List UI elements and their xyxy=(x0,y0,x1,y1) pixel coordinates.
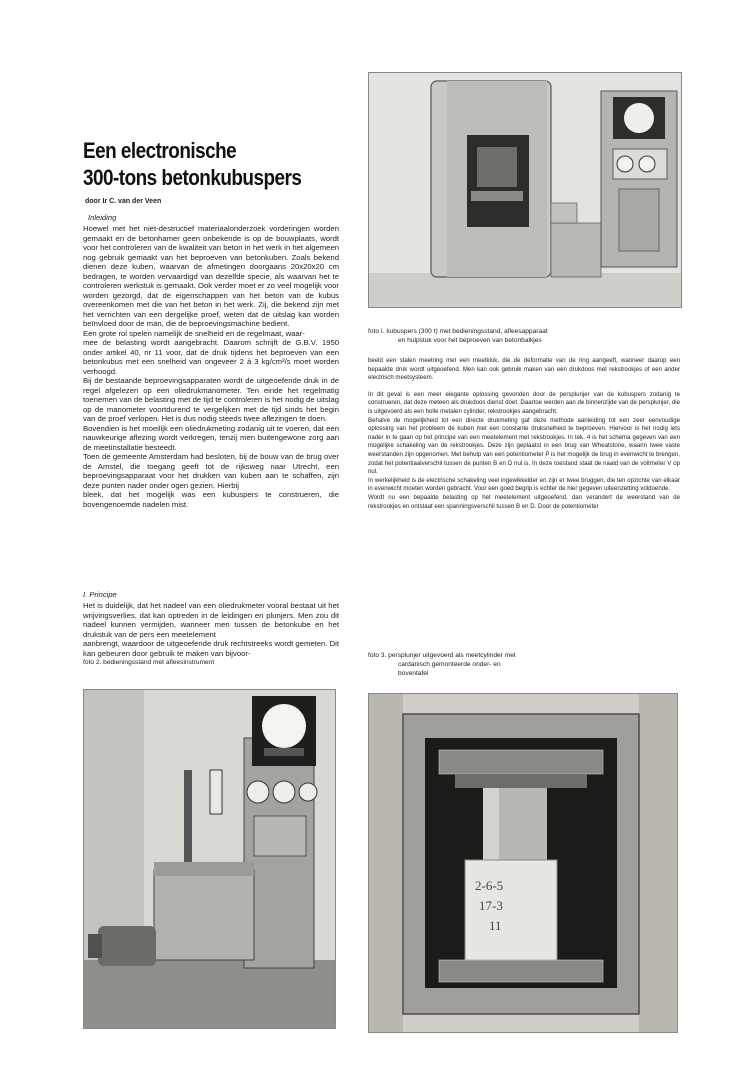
section-heading-intro: Inleiding xyxy=(88,213,117,222)
caption-foto-3 xyxy=(368,651,516,678)
cube-marks: 2-6-5 xyxy=(475,878,504,893)
caption-line: boventafel xyxy=(398,670,429,677)
paragraph: Bij de bestaande beproevingsapparaten wordt de uitgeoefende druk in de regel afgelezen op een oliedrukmanometer. Ten einde het regelmatig toenemen van de belasting met de tijd te controleren is het nodig de uitslag op de manometer voortdurend te vergelijken met de tijd sinds het begin van de proef verlopen. Het is dus nodig steeds twee aflezingen te doen. xyxy=(83,376,339,423)
article-title-line1: Een electronische xyxy=(83,138,237,163)
right-column-text xyxy=(368,357,680,511)
section-heading-principle: I. Principe xyxy=(83,590,117,599)
plunger-illustration xyxy=(369,694,677,1032)
photo-1-press xyxy=(368,72,682,308)
caption-foto-2: foto 2. bedieningsstand met afleesinstrument xyxy=(83,659,215,666)
photo-3-plunger xyxy=(368,693,678,1033)
paragraph: beeld een stalen meetring met een meetklok, die de deformatie van de ring aangeeft, wanneer daarop een bepaalde druk wordt uitgeoefend. Men kan ook gebruik maken van een drukdoos met rekstrookjes of een ander electrisch meetsysteem. xyxy=(368,357,680,382)
control-stand-illustration xyxy=(84,690,335,1028)
paragraph: Het is duidelijk, dat het nadeel van een oliedrukmeter vooral bestaat uit het wrijvingsverlies, dat kan optreden in de leidingen en plunjers. Men zou dit nadeel kunnen vermijden, wanneer men tussen de betonkube en het drukstuk van de pers een meetelement xyxy=(83,601,339,639)
principle-text xyxy=(83,601,339,658)
paragraph: Toen de gemeente Amsterdam had besloten, bij de bouw van de brug over de Amstel, die toegang geeft tot de rijksweg naar Utrecht, een beproevingsapparaat voor het drukken van kuben aan te schaffen, zijn deze punten nader onder ogen gezien. Hierbij xyxy=(83,452,339,490)
paragraph: Hoewel met het niet-destructief materiaalonderzoek vorderingen worden gemaakt en de betonhamer geen onbekende is op de bouwplaats, wordt voor het controleren van de kwaliteit van beton in het werk in het algemeen nog gebruik gemaakt van het beproeven van betonkuben. Zoals bekend dienen deze kuben, waarvan de afmetingen doorgaans 20x20x20 cm bedragen, te worden vervaardigd van dezelfde specie, als waarvan het te controleren werkstuk is gemaakt. Ook verder moet er zo veel mogelijk voor worden gezorgd, dat de eigenschappen van het beton van de kubus overeenkomen met die van het beton in het werk. Zij, die bekend zijn met het verrichten van een dergelijke proef, weten dat de uitslag kan worden beïnvloed door de man, die de beproevingsmachine bedient. xyxy=(83,224,339,328)
paragraph: Wordt nu een bepaalde belasting op het meetelement uitgeoefend, dan verandert de weerstand van de rekstrookjes en ontstaat een spanningsverschil tussen B en D. Door de potentiometer xyxy=(368,493,680,510)
caption-line: en hulpstuk voor het beproeven van betonbalkjes xyxy=(398,337,542,344)
svg-text:11: 11 xyxy=(489,918,502,933)
paragraph: mee de belasting wordt aangebracht. Daarom schrijft de G.B.V. 1950 onder artikel 40, nr 11 voor, dat de druk tijdens het beproeven van een betonkubus met een snelheid van ongeveer 2 à 3 kg/cm²/s moet worden verhoogd. xyxy=(83,338,339,376)
paragraph: Behalve de mogelijkheid tot een directe drukmeting gaf deze methode aanleiding tot een zeer eenvoudige oplossing van het probleem de kuben met een constante druksnelheid te beproeven. Hiervoor is het nodig iets nader in te gaan op het principe van een meetelement met rekstrookjes. In tek. 4 is het schema gegeven van een mogelijke schakeling van de rekstrookjes. Deze zijn geplaatst in een brug van Wheatstone, waarin twee vaste weerstanden zijn opgenomen. Met behulp van een potentiometer P is het mogelijk de brug in evenwicht te brengen, zodat het potentiaalverschil tussen de punten B en D nul is. In deze toestand staat de naald van de voltmeter V op nul. xyxy=(368,416,680,476)
paragraph: In dit geval is een meer elegante oplossing gevonden door de persplunjer van de kubuspers zodanig te construeren, dat deze meteen als drukdoos dienst doet. Daartoe werden aan de binnenzijde van de persplunjer, die is uitgevoerd als een holle metalen cylinder, rekstrookjes aangebracht. xyxy=(368,390,680,415)
paragraph: Een grote rol spelen namelijk de snelheid en de regelmaat, waar- xyxy=(83,328,305,338)
paragraph: Bovendien is het moeilijk een oliedrukmeting zodanig uit te voeren, dat een nauwkeurige aflezing wordt verkregen, tenzij men buitengewone zorg aan de meetinstallatie besteedt. xyxy=(83,423,339,452)
paragraph: aanbrengt, waardoor de uitgeoefende druk rechtstreeks wordt gemeten. Dit kan gebeuren door gebruik te maken van bijvoor- xyxy=(83,639,339,658)
caption-line: cardanisch gemonteerde onder- en xyxy=(398,661,501,668)
left-column-text xyxy=(83,224,339,509)
byline: door Ir C. van der Veen xyxy=(85,198,162,205)
article-title-line2: 300-tons betonkubuspers xyxy=(83,165,302,190)
caption-line: foto I. kubuspers (300 t) met bedieningsstand, afleesapparaat xyxy=(368,328,548,335)
photo-2-control-stand xyxy=(83,689,336,1029)
caption-line: foto 3. persplunjer uitgevoerd als meetcylinder met xyxy=(368,652,516,659)
paragraph: In werkelijkheid is de electrische schakeling veel ingewikkelder en zijn er twee bruggen, die ten opzichte van elkaar in evenwicht moeten worden gebracht. Voor een goed begrip is echter de hier gegeven uiteenzetting voldoende. xyxy=(368,476,680,493)
paragraph: bleek, dat het mogelijk was een kubuspers te construeren, die bovengenoemde nadelen mist. xyxy=(83,490,339,509)
press-illustration xyxy=(369,73,681,307)
svg-text:17-3: 17-3 xyxy=(479,898,503,913)
caption-foto-1 xyxy=(368,327,548,345)
